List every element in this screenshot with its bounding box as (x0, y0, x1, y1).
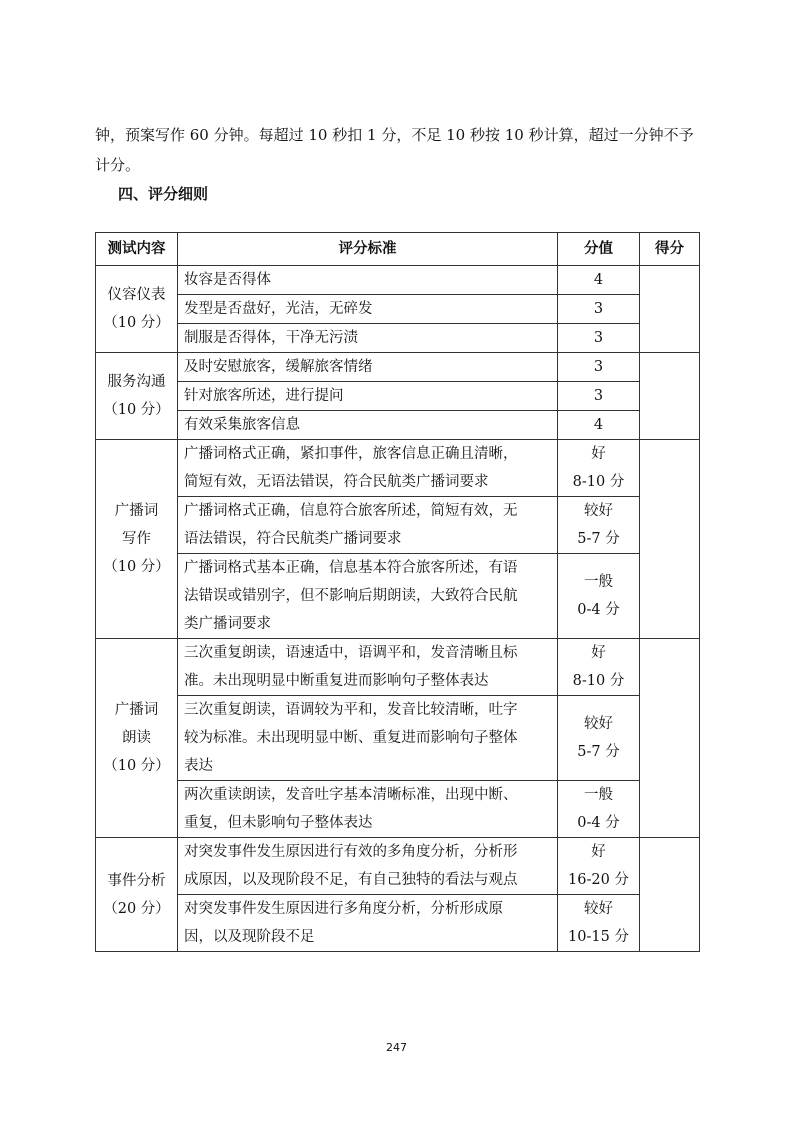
criteria-text: 语法错误，符合民航类广播词要求 (184, 531, 402, 547)
category-cell (96, 838, 178, 952)
score-cell[interactable] (640, 353, 700, 440)
criteria-text: 广播词格式基本正确，信息基本符合旅客所述，有语 (184, 560, 518, 576)
points-cell (558, 411, 640, 440)
table-row (96, 497, 700, 554)
category-label: 广播词 (114, 702, 159, 718)
points-cell (558, 639, 640, 696)
points-cell (558, 353, 640, 382)
category-label: 事件分析 (107, 872, 166, 889)
points-text: 3 (593, 330, 604, 346)
header-score: 得分 (640, 233, 700, 266)
category-cell (96, 639, 178, 838)
intro-line-2: 计分。 (95, 156, 141, 174)
criteria-cell (178, 411, 558, 440)
criteria-text: 准。未出现明显中断重复进而影响句子整体表达 (184, 673, 489, 689)
page-number: 247 (386, 1041, 407, 1054)
category-label: 朗读 (122, 730, 151, 746)
criteria-text: 类广播词要求 (184, 616, 271, 632)
points-text: 较好 (584, 901, 613, 917)
score-cell[interactable] (640, 639, 700, 838)
points-text: 8-10 分 (572, 673, 625, 689)
intro-line-1: 钟，预案写作 60 分钟。每超过 10 秒扣 1 分，不足 10 秒按 10 秒计算，超过一分钟不予 (95, 126, 694, 144)
criteria-text: 三次重复朗读，语速适中，语调平和，发音清晰且标 (184, 645, 518, 661)
category-label: 写作 (122, 531, 151, 547)
criteria-cell (178, 838, 558, 895)
points-text: 10-15 分 (568, 929, 629, 945)
category-label: 仪容仪表 (107, 287, 166, 303)
table-row (96, 554, 700, 639)
points-text: 0-4 分 (577, 602, 620, 618)
criteria-cell (178, 696, 558, 781)
points-cell (558, 895, 640, 952)
points-text: 3 (593, 388, 604, 404)
points-cell (558, 295, 640, 324)
criteria-cell (178, 266, 558, 295)
points-text: 一般 (584, 574, 613, 590)
table-row (96, 382, 700, 411)
category-cell (96, 266, 178, 353)
points-text: 16-20 分 (568, 872, 629, 888)
points-text: 3 (593, 359, 604, 375)
criteria-text: 针对旅客所述，进行提问 (184, 388, 344, 404)
criteria-text: 对突发事件发生原因进行多角度分析，分析形成原 (184, 901, 503, 917)
criteria-text: 两次重读朗读，发音吐字基本清晰标准，出现中断、 (184, 787, 518, 803)
table-row (96, 895, 700, 952)
category-label: （10 分） (103, 559, 170, 575)
table-row (96, 324, 700, 353)
points-text: 0-4 分 (577, 815, 620, 831)
criteria-text: 成原因，以及现阶段不足，有自己独特的看法与观点 (184, 872, 518, 888)
points-text: 8-10 分 (572, 474, 625, 490)
category-label: 服务沟通 (107, 374, 166, 390)
criteria-cell (178, 895, 558, 952)
criteria-text: 发型是否盘好，光洁，无碎发 (184, 301, 373, 317)
table-row (96, 295, 700, 324)
points-text: 5-7 分 (577, 744, 620, 760)
category-label: （20 分） (103, 900, 170, 917)
points-cell (558, 497, 640, 554)
criteria-text: 妆容是否得体 (184, 272, 271, 288)
category-cell (96, 440, 178, 639)
criteria-cell (178, 440, 558, 497)
points-text: 5-7 分 (577, 531, 620, 547)
category-label: （10 分） (103, 402, 170, 418)
score-cell[interactable] (640, 266, 700, 353)
category-label: （10 分） (103, 758, 170, 774)
criteria-text: 广播词格式正确，信息符合旅客所述，简短有效，无 (184, 503, 518, 519)
points-text: 好 (591, 844, 606, 860)
points-cell (558, 324, 640, 353)
points-text: 一般 (584, 787, 613, 803)
criteria-cell (178, 781, 558, 838)
points-text: 好 (591, 446, 606, 462)
scoring-table (95, 232, 700, 952)
criteria-text: 简短有效，无语法错误，符合民航类广播词要求 (184, 474, 489, 490)
criteria-text: 重复，但未影响句子整体表达 (184, 815, 373, 831)
header-test-content: 测试内容 (96, 233, 178, 266)
points-cell (558, 838, 640, 895)
criteria-cell (178, 554, 558, 639)
criteria-text: 较为标准。未出现明显中断、重复进而影响句子整体 (184, 730, 518, 746)
header-criteria: 评分标准 (178, 233, 558, 266)
category-label: （10 分） (103, 315, 170, 331)
table-row (96, 440, 700, 497)
criteria-cell (178, 295, 558, 324)
criteria-cell (178, 353, 558, 382)
criteria-text: 及时安慰旅客，缓解旅客情绪 (184, 359, 373, 375)
score-cell[interactable] (640, 838, 700, 952)
points-text: 4 (593, 417, 604, 433)
table-row (96, 781, 700, 838)
criteria-cell (178, 497, 558, 554)
points-cell (558, 382, 640, 411)
points-text: 较好 (584, 716, 613, 732)
criteria-text: 法错误或错别字，但不影响后期朗读，大致符合民航 (184, 588, 518, 604)
points-text: 好 (591, 645, 606, 661)
points-cell (558, 554, 640, 639)
criteria-cell (178, 639, 558, 696)
criteria-text: 表达 (184, 758, 213, 774)
criteria-cell (178, 382, 558, 411)
points-text: 较好 (584, 503, 613, 519)
header-points: 分值 (558, 233, 640, 266)
points-cell (558, 696, 640, 781)
points-cell (558, 781, 640, 838)
points-cell (558, 266, 640, 295)
table-row (96, 696, 700, 781)
criteria-text: 三次重复朗读，语调较为平和，发音比较清晰，吐字 (184, 702, 518, 718)
score-cell[interactable] (640, 440, 700, 639)
criteria-cell (178, 324, 558, 353)
criteria-text: 对突发事件发生原因进行有效的多角度分析，分析形 (184, 844, 518, 860)
points-text: 4 (593, 272, 604, 288)
criteria-text: 因，以及现阶段不足 (184, 929, 315, 945)
intro-paragraph (95, 120, 705, 180)
table-row (96, 353, 700, 382)
table-header-row (96, 233, 700, 266)
table-body (96, 266, 700, 952)
table-row (96, 411, 700, 440)
category-label: 广播词 (114, 503, 159, 519)
section-heading: 四、评分细则 (118, 185, 209, 203)
table-row (96, 639, 700, 696)
table-row (96, 838, 700, 895)
points-cell (558, 440, 640, 497)
category-cell (96, 353, 178, 440)
points-text: 3 (593, 301, 604, 317)
table-row (96, 266, 700, 295)
criteria-text: 有效采集旅客信息 (184, 417, 300, 433)
criteria-text: 广播词格式正确，紧扣事件，旅客信息正确且清晰， (184, 446, 518, 462)
criteria-text: 制服是否得体，干净无污渍 (184, 330, 358, 346)
